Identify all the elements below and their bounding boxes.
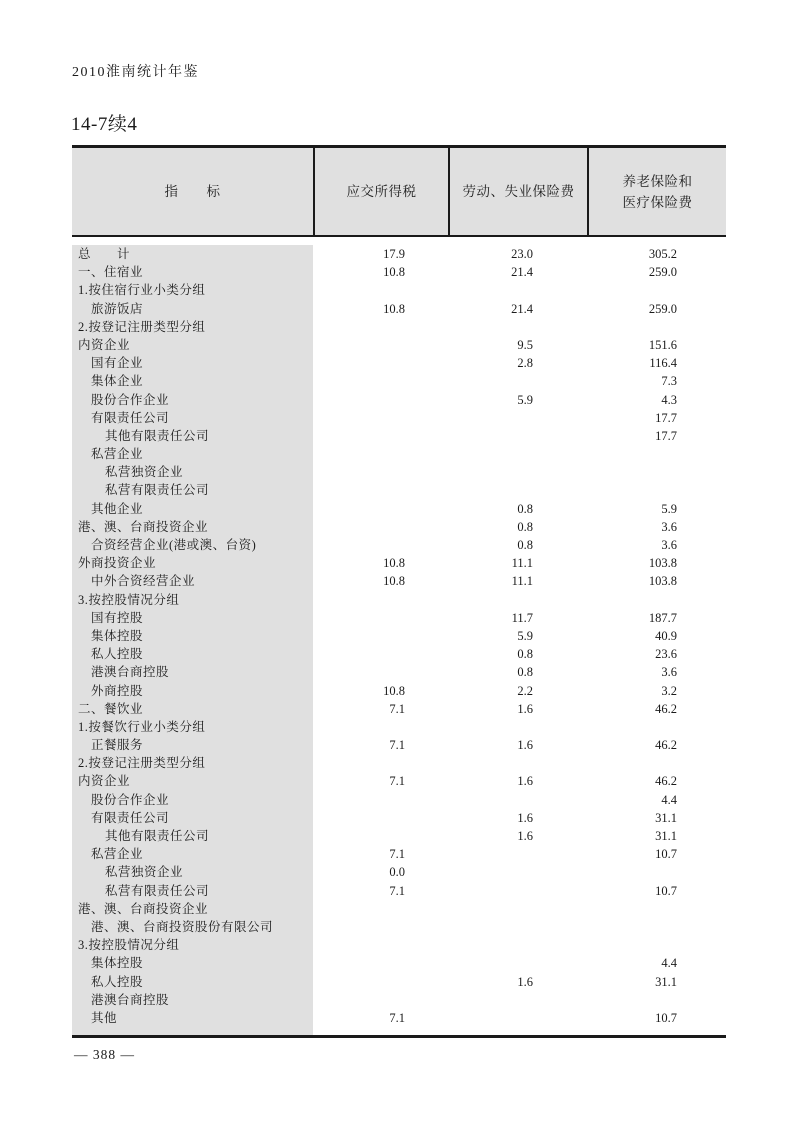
pension-medical-value: 17.7	[655, 428, 677, 443]
labor-insurance-value: 1.6	[517, 974, 533, 989]
pension-medical-value: 40.9	[655, 628, 677, 643]
row-label: 集体控股	[91, 956, 144, 971]
pension-medical-value	[587, 863, 726, 881]
table-row	[72, 245, 726, 263]
labor-insurance-value	[448, 445, 587, 463]
labor-insurance-value	[448, 718, 587, 736]
labor-insurance-value	[448, 900, 587, 918]
row-label: 私营独资企业	[105, 465, 184, 480]
pension-medical-value: 5.9	[661, 501, 677, 516]
pension-medical-value: 103.8	[648, 574, 677, 589]
labor-insurance-value	[448, 591, 587, 609]
row-label: 其他有限责任公司	[105, 829, 210, 843]
income-tax-value: 10.8	[383, 683, 405, 698]
row-label: 2.按登记注册类型分组	[78, 319, 206, 334]
labor-insurance-value	[448, 318, 587, 336]
table-row	[72, 518, 726, 536]
income-tax-value	[313, 409, 448, 427]
pension-medical-value: 17.7	[655, 410, 677, 425]
header-indicator	[72, 148, 313, 235]
income-tax-value	[313, 663, 448, 681]
header-income-tax-text: 应交所得税	[346, 184, 417, 199]
pension-medical-value	[587, 463, 726, 481]
table-row	[72, 481, 726, 499]
labor-insurance-value: 0.8	[517, 647, 533, 662]
pension-medical-value: 46.2	[655, 701, 677, 716]
table-row	[72, 445, 726, 463]
income-tax-value	[313, 827, 448, 845]
pension-medical-value: 7.3	[661, 374, 677, 389]
yearbook-title: 2010淮南统计年鉴	[72, 65, 199, 80]
income-tax-value	[313, 591, 448, 609]
pension-medical-value: 151.6	[648, 337, 677, 352]
income-tax-value: 10.8	[383, 301, 405, 316]
table-row	[72, 354, 726, 372]
pension-medical-value	[587, 718, 726, 736]
labor-insurance-value	[448, 281, 587, 299]
pension-medical-value: 259.0	[648, 265, 677, 280]
pension-medical-value: 4.3	[661, 392, 677, 407]
income-tax-value	[313, 427, 448, 445]
row-label: 3.按控股情况分组	[78, 938, 180, 953]
pension-medical-value: 3.6	[661, 519, 677, 534]
header-labor-unemployment-text: 劳动、失业保险费	[462, 184, 575, 199]
pension-medical-value: 46.2	[655, 774, 677, 789]
row-label: 1.按住宿行业小类分组	[78, 283, 206, 298]
labor-insurance-value: 2.2	[517, 683, 533, 698]
table-row	[72, 263, 726, 281]
labor-insurance-value	[448, 845, 587, 863]
income-tax-value	[313, 463, 448, 481]
labor-insurance-value	[448, 481, 587, 499]
statistics-table	[72, 145, 726, 1038]
income-tax-value	[313, 718, 448, 736]
labor-insurance-value: 23.0	[511, 247, 533, 261]
labor-insurance-value: 1.6	[517, 774, 533, 789]
table-row	[72, 572, 726, 590]
pension-medical-value	[587, 281, 726, 299]
labor-insurance-value	[448, 791, 587, 809]
income-tax-value	[313, 336, 448, 354]
row-label: 私营有限责任公司	[105, 483, 210, 498]
table-row	[72, 936, 726, 954]
table-row	[72, 500, 726, 518]
income-tax-value	[313, 609, 448, 627]
income-tax-value: 7.1	[389, 847, 405, 862]
table-row	[72, 845, 726, 863]
income-tax-value	[313, 973, 448, 991]
income-tax-value	[313, 445, 448, 463]
labor-insurance-value: 21.4	[511, 301, 533, 316]
pension-medical-value: 4.4	[661, 956, 677, 971]
table-row	[72, 772, 726, 790]
pension-medical-value	[587, 936, 726, 954]
row-label: 中外合资经营企业	[91, 574, 196, 589]
table-row	[72, 591, 726, 609]
income-tax-value	[313, 318, 448, 336]
labor-insurance-value: 1.6	[517, 810, 533, 825]
table-row	[72, 754, 726, 772]
pension-medical-value: 31.1	[655, 974, 677, 989]
table-row	[72, 827, 726, 845]
labor-insurance-value	[448, 863, 587, 881]
pension-medical-value	[587, 991, 726, 1009]
row-label: 外商投资企业	[78, 556, 157, 571]
table-row	[72, 973, 726, 991]
labor-insurance-value: 11.1	[511, 556, 533, 571]
row-label: 港、澳、台商投资股份有限公司	[91, 919, 274, 934]
labor-insurance-value: 21.4	[511, 265, 533, 280]
income-tax-value	[313, 500, 448, 518]
row-label: 其他	[91, 1010, 118, 1025]
income-tax-value: 7.1	[389, 1010, 405, 1025]
labor-insurance-value: 1.6	[517, 829, 533, 843]
labor-insurance-value	[448, 991, 587, 1009]
table-row	[72, 954, 726, 972]
table-body	[72, 245, 726, 1038]
labor-insurance-value	[448, 427, 587, 445]
pension-medical-value: 3.2	[661, 683, 677, 698]
pension-medical-value	[587, 445, 726, 463]
income-tax-value: 17.9	[383, 247, 405, 261]
pension-medical-value	[587, 591, 726, 609]
table-row	[72, 627, 726, 645]
pension-medical-value: 46.2	[655, 738, 677, 753]
row-label: 私人控股	[91, 647, 144, 662]
labor-insurance-value	[448, 882, 587, 900]
income-tax-value: 10.8	[383, 574, 405, 589]
table-row	[72, 791, 726, 809]
labor-insurance-value	[448, 1009, 587, 1027]
row-label: 私人控股	[91, 974, 144, 989]
labor-insurance-value	[448, 372, 587, 390]
row-label: 私营独资企业	[105, 865, 184, 880]
pension-medical-value	[587, 754, 726, 772]
labor-insurance-value: 5.9	[517, 628, 533, 643]
income-tax-value: 7.1	[389, 883, 405, 898]
header-income-tax	[313, 148, 448, 235]
row-label: 国有企业	[91, 356, 144, 371]
table-row	[72, 554, 726, 572]
pension-medical-value: 23.6	[655, 647, 677, 662]
table-row	[72, 391, 726, 409]
header-pension-line1: 养老保险和	[622, 173, 693, 189]
labor-insurance-value: 11.1	[511, 574, 533, 589]
row-label: 股份合作企业	[91, 792, 170, 807]
table-row	[72, 991, 726, 1009]
income-tax-value	[313, 991, 448, 1009]
row-label: 1.按餐饮行业小类分组	[78, 719, 206, 734]
pension-medical-value: 3.6	[661, 665, 677, 680]
income-tax-value	[313, 754, 448, 772]
table-row	[72, 736, 726, 754]
labor-insurance-value: 0.8	[517, 538, 533, 552]
labor-insurance-value: 1.6	[517, 738, 533, 753]
table-row	[72, 645, 726, 663]
labor-insurance-value	[448, 936, 587, 954]
labor-insurance-value	[448, 954, 587, 972]
labor-insurance-value	[448, 918, 587, 936]
income-tax-value	[313, 518, 448, 536]
row-label: 内资企业	[78, 774, 131, 789]
row-label: 一、住宿业	[78, 265, 144, 280]
row-label: 2.按登记注册类型分组	[78, 756, 206, 771]
income-tax-value: 7.1	[389, 738, 405, 753]
income-tax-value: 7.1	[389, 774, 405, 789]
labor-insurance-value	[448, 463, 587, 481]
income-tax-value	[313, 372, 448, 390]
row-label: 有限责任公司	[91, 810, 170, 825]
income-tax-value: 10.8	[383, 556, 405, 571]
income-tax-value	[313, 791, 448, 809]
income-tax-value	[313, 536, 448, 554]
table-number-label: 14-7续4	[71, 114, 138, 135]
row-label: 正餐服务	[91, 738, 144, 753]
row-label: 外商控股	[91, 683, 144, 698]
row-label: 国有控股	[91, 610, 144, 625]
income-tax-value	[313, 627, 448, 645]
row-label: 港、澳、台商投资企业	[78, 519, 209, 534]
labor-insurance-value: 0.8	[517, 665, 533, 680]
header-indicator-text: 指 标	[164, 184, 221, 199]
income-tax-value: 0.0	[389, 865, 405, 880]
pension-medical-value: 10.7	[655, 1010, 677, 1025]
pension-medical-value: 116.4	[649, 356, 677, 371]
income-tax-value	[313, 645, 448, 663]
income-tax-value	[313, 481, 448, 499]
table-row	[72, 372, 726, 390]
row-label: 私营企业	[91, 447, 144, 462]
labor-insurance-value: 11.7	[511, 610, 533, 625]
income-tax-value	[313, 918, 448, 936]
table-header-row	[72, 145, 726, 237]
pension-medical-value: 10.7	[655, 847, 677, 862]
pension-medical-value: 4.4	[661, 792, 677, 807]
labor-insurance-value: 2.8	[517, 356, 533, 371]
table-row	[72, 409, 726, 427]
labor-insurance-value: 0.8	[517, 519, 533, 534]
pension-medical-value: 31.1	[655, 810, 677, 825]
row-label: 港澳台商控股	[91, 665, 170, 680]
row-label: 集体控股	[91, 628, 144, 643]
row-label: 合资经营企业(港或澳、台资)	[91, 538, 257, 552]
header-labor-unemployment-insurance	[448, 148, 587, 235]
pension-medical-value	[587, 481, 726, 499]
pension-medical-value: 259.0	[648, 301, 677, 316]
table-row	[72, 809, 726, 827]
row-label: 其他企业	[91, 501, 144, 516]
pension-medical-value: 103.8	[648, 556, 677, 571]
row-label: 二、餐饮业	[78, 701, 144, 716]
row-label: 总 计	[78, 247, 131, 261]
table-row	[72, 863, 726, 881]
income-tax-value	[313, 809, 448, 827]
income-tax-value	[313, 900, 448, 918]
income-tax-value: 7.1	[389, 701, 405, 716]
row-label: 股份合作企业	[91, 392, 170, 407]
labor-insurance-value: 9.5	[517, 337, 533, 352]
row-label: 内资企业	[78, 337, 131, 352]
table-row	[72, 718, 726, 736]
income-tax-value	[313, 954, 448, 972]
table-row	[72, 336, 726, 354]
labor-insurance-value: 0.8	[517, 501, 533, 516]
table-row	[72, 900, 726, 918]
pension-medical-value	[587, 900, 726, 918]
table-row	[72, 882, 726, 900]
row-label: 其他有限责任公司	[105, 428, 210, 443]
table-row	[72, 700, 726, 718]
labor-insurance-value	[448, 409, 587, 427]
labor-insurance-value: 5.9	[517, 392, 533, 407]
income-tax-value	[313, 391, 448, 409]
table-row	[72, 536, 726, 554]
table-row	[72, 281, 726, 299]
page-number: — 388 —	[74, 1047, 135, 1062]
pension-medical-value	[587, 318, 726, 336]
pension-medical-value: 10.7	[655, 883, 677, 898]
income-tax-value	[313, 354, 448, 372]
row-label: 旅游饭店	[91, 301, 144, 316]
row-label: 私营有限责任公司	[105, 883, 210, 898]
labor-insurance-value: 1.6	[517, 701, 533, 716]
row-label: 私营企业	[91, 847, 144, 862]
income-tax-value	[313, 281, 448, 299]
table-row	[72, 300, 726, 318]
table-row	[72, 463, 726, 481]
table-row	[72, 609, 726, 627]
income-tax-value: 10.8	[383, 265, 405, 280]
row-label: 有限责任公司	[91, 410, 170, 425]
table-row	[72, 1009, 726, 1027]
row-label: 3.按控股情况分组	[78, 592, 180, 607]
pension-medical-value: 31.1	[655, 829, 677, 843]
pension-medical-value	[587, 918, 726, 936]
pension-medical-value: 3.6	[661, 538, 677, 552]
header-pension-medical-insurance	[587, 148, 726, 235]
income-tax-value	[313, 936, 448, 954]
table-row	[72, 918, 726, 936]
row-label: 港、澳、台商投资企业	[78, 901, 209, 916]
table-row	[72, 318, 726, 336]
labor-insurance-value	[448, 754, 587, 772]
row-label: 集体企业	[91, 374, 144, 389]
table-row	[72, 663, 726, 681]
table-row	[72, 427, 726, 445]
row-label: 港澳台商控股	[91, 992, 170, 1007]
header-pension-line2: 医疗保险费	[622, 194, 693, 210]
pension-medical-value: 187.7	[648, 610, 677, 625]
pension-medical-value: 305.2	[648, 247, 677, 261]
table-row	[72, 682, 726, 700]
